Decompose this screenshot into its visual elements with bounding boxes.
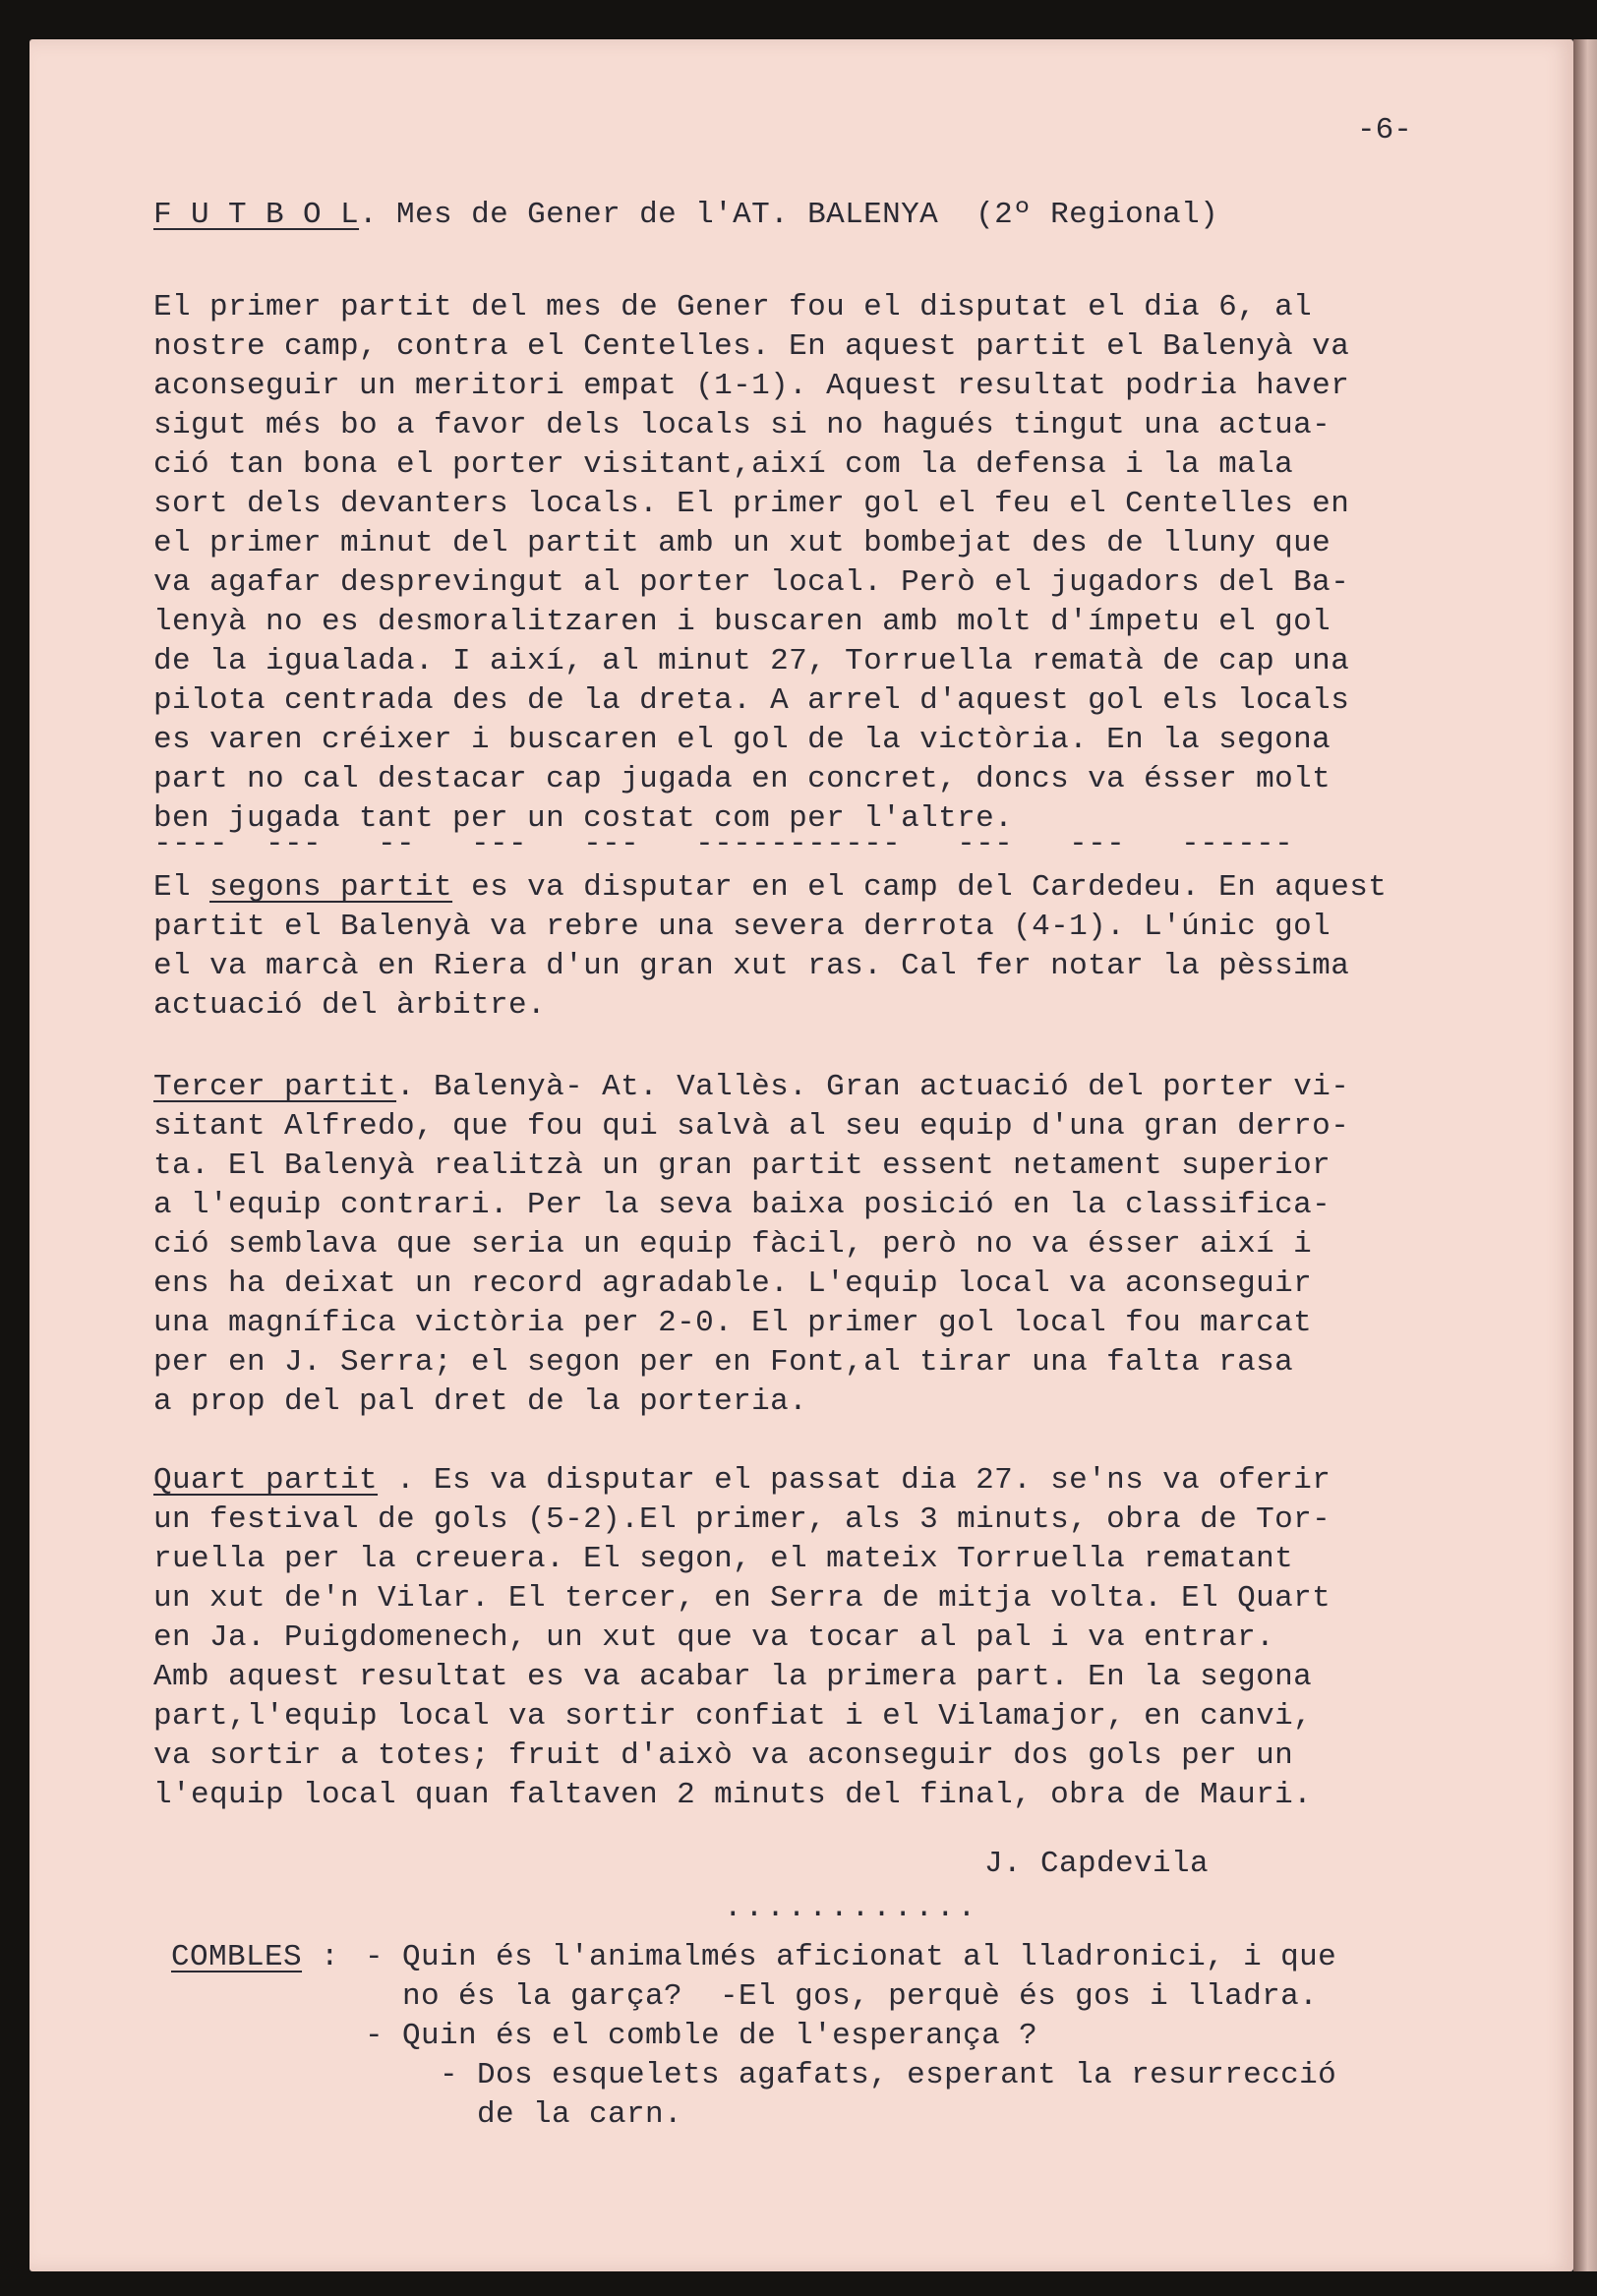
- text-line: lenyà no es desmoralitzaren i buscaren amb molt d'ímpetu el gol: [153, 605, 1331, 639]
- text-line: ció tan bona el porter visitant,així com la defensa i la mala: [153, 447, 1294, 482]
- text-line: l'equip local quan faltaven 2 minuts del final, obra de Mauri.: [153, 1778, 1313, 1812]
- text-line: un xut de'n Vilar. El tercer, en Serra de mitja volta. El Quart: [153, 1581, 1331, 1616]
- text-line: a l'equip contrari. Per la seva baixa posició en la classifica-: [153, 1188, 1331, 1222]
- text-line: sitant Alfredo, que fou qui salvà al seu equip d'una gran derro-: [153, 1109, 1350, 1144]
- author-signature: J. Capdevila: [984, 1847, 1210, 1881]
- text-line: ens ha deixat un record agradable. L'equip local va aconseguir: [153, 1266, 1313, 1301]
- text-line: va agafar desprevingut al porter local. Però el jugadors del Ba-: [153, 565, 1350, 600]
- text-line: per en J. Serra; el segon per en Font,al tirar una falta rasa: [153, 1345, 1294, 1380]
- text-line: sigut més bo a favor dels locals si no hagués tingut una actua-: [153, 408, 1331, 442]
- text-line: part,l'equip local va sortir confiat i el Vilamajor, en canvi,: [153, 1699, 1313, 1734]
- text-line: un festival de gols (5-2).El primer, als 3 minuts, obra de Tor-: [153, 1502, 1331, 1537]
- dash-separator: ---- --- -- --- --- ----------- --- --- ------: [153, 829, 1294, 859]
- dotted-divider: ............: [724, 1891, 979, 1925]
- text-line: ta. El Balenyà realitzà un gran partit essent netament superior: [153, 1148, 1331, 1183]
- text-line: de la igualada. I així, al minut 27, Torruella rematà de cap una: [153, 644, 1350, 678]
- text-line: - Dos esquelets agafats, esperant la resurrecció: [365, 2058, 1337, 2092]
- text-line: el va marcà en Riera d'un gran xut ras. Cal fer notar la pèssima: [153, 949, 1350, 983]
- heading-combles: COMBLES: [171, 1940, 303, 1974]
- text-line: El segons partit es va disputar en el camp del Cardedeu. En aquest: [153, 870, 1388, 905]
- text-line: Tercer partit. Balenyà- At. Vallès. Gran actuació del porter vi-: [153, 1070, 1350, 1104]
- text-line: de la carn.: [365, 2097, 683, 2132]
- text-line: partit el Balenyà va rebre una severa derrota (4-1). L'únic gol: [153, 910, 1331, 944]
- text-line: Quart partit . Es va disputar el passat dia 27. se'ns va oferir: [153, 1463, 1331, 1498]
- text-line: pilota centrada des de la dreta. A arrel d'aquest gol els locals: [153, 683, 1350, 718]
- text-line: ruella per la creuera. El segon, el mateix Torruella rematant: [153, 1542, 1294, 1576]
- text-line: sort dels devanters locals. El primer gol el feu el Centelles en: [153, 487, 1350, 521]
- text-line: es varen créixer i buscaren el gol de la victòria. En la segona: [153, 723, 1331, 757]
- page-number: -6-: [1357, 113, 1412, 147]
- text-line: COMBLES :: [171, 1940, 359, 1974]
- page-edge: [1573, 39, 1597, 2271]
- section-title: [153, 200, 1218, 230]
- text-line: en Ja. Puigdomenech, un xut que va tocar al pal i va entrar.: [153, 1620, 1275, 1655]
- text-line: va sortir a totes; fruit d'això va aconseguir dos gols per un: [153, 1738, 1294, 1773]
- text-line: no és la garça? -El gos, perquè és gos i lladra.: [365, 1979, 1319, 2014]
- text-line: actuació del àrbitre.: [153, 988, 547, 1023]
- heading-quart-partit: Quart partit: [153, 1463, 379, 1498]
- text-line: Amb aquest resultat es va acabar la primera part. En la segona: [153, 1660, 1313, 1694]
- text-line: a prop del pal dret de la porteria.: [153, 1384, 808, 1419]
- text-line: - Quin és el comble de l'esperança ?: [365, 2019, 1038, 2053]
- text-line: una magnífica victòria per 2-0. El primer gol local fou marcat: [153, 1306, 1313, 1340]
- heading-segons-partit: segons partit: [209, 870, 453, 905]
- text-line: el primer minut del partit amb un xut bombejat des de lluny que: [153, 526, 1331, 560]
- text-line: ció semblava que seria un equip fàcil, però no va ésser així i: [153, 1227, 1313, 1262]
- text-line: - Quin és l'animalmés aficionat al lladronici, i que: [365, 1940, 1337, 1974]
- text-line: ben jugada tant per un costat com per l'altre.: [153, 801, 1014, 836]
- section-title-rest: . Mes de Gener de l'AT. BALENYA (2º Regional): [359, 198, 1219, 232]
- text-line: part no cal destacar cap jugada en concret, doncs va ésser molt: [153, 762, 1331, 796]
- text-line: aconseguir un meritori empat (1-1). Aquest resultat podria haver: [153, 369, 1350, 403]
- text-line: El primer partit del mes de Gener fou el disputat el dia 6, al: [153, 290, 1313, 324]
- text-line: nostre camp, contra el Centelles. En aquest partit el Balenyà va: [153, 329, 1350, 364]
- section-title-label: F U T B O L: [153, 198, 360, 232]
- heading-tercer-partit: Tercer partit: [153, 1070, 397, 1104]
